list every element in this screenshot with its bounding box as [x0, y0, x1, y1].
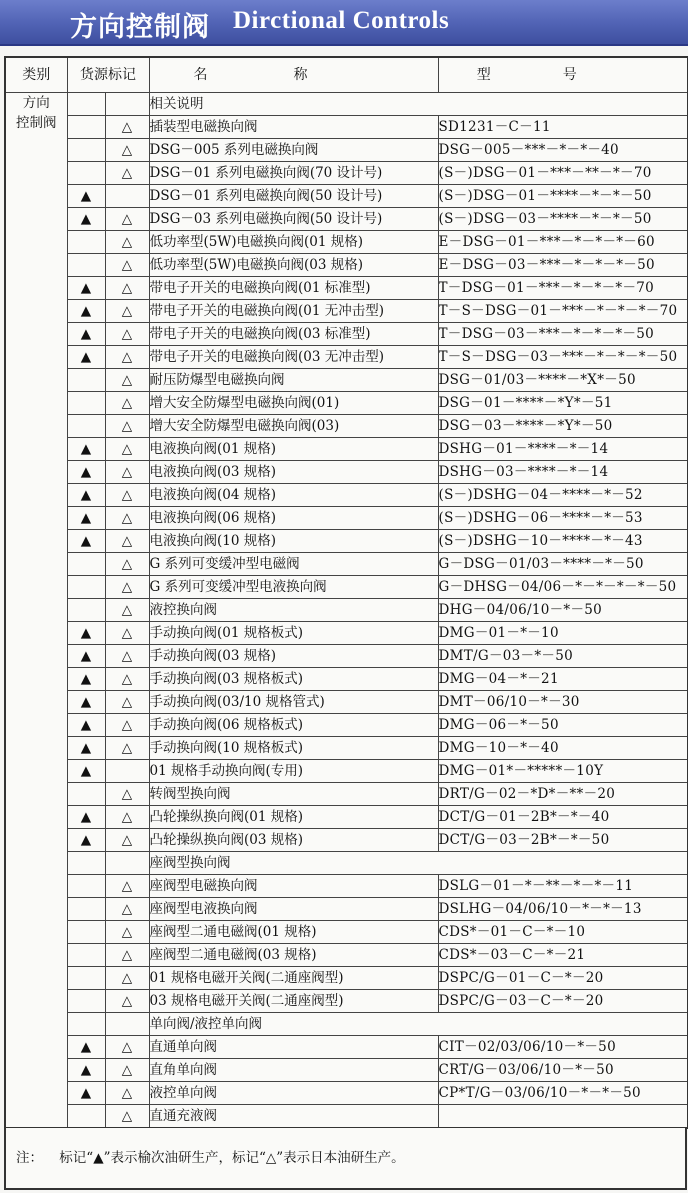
table-row [5, 668, 688, 691]
japan-mark: △ [105, 116, 149, 139]
japan-mark: △ [105, 162, 149, 185]
directional-controls-table [4, 56, 688, 1129]
product-name: 手动换向阀(01 规格板式) [149, 622, 438, 645]
model-number: G－DHSG－04/06－*－*－*－*－50 [438, 576, 688, 599]
model-number: DSLHG－04/06/10－*－*－13 [438, 898, 688, 921]
model-number: DMG－04－*－21 [438, 668, 688, 691]
product-name: 增大安全防爆型电磁换向阀(03) [149, 415, 438, 438]
model-number: (S－)DSHG－10－****－*－43 [438, 530, 688, 553]
model-number: CP*T/G－03/06/10－*－*－50 [438, 1082, 688, 1105]
yuci-mark: ▲ [67, 461, 105, 484]
table-row [5, 691, 688, 714]
yuci-mark: ▲ [67, 484, 105, 507]
table-header [5, 57, 688, 93]
product-name: 座阀型二通电磁阀(03 规格) [149, 944, 438, 967]
model-number: DRT/G－02－*D*－**－20 [438, 783, 688, 806]
japan-mark: △ [105, 438, 149, 461]
table-row [5, 714, 688, 737]
yuci-mark: ▲ [67, 323, 105, 346]
japan-mark: △ [105, 415, 149, 438]
yuci-mark: ▲ [67, 829, 105, 852]
table-row [5, 392, 688, 415]
yuci-mark: ▲ [67, 530, 105, 553]
japan-mark: △ [105, 576, 149, 599]
model-header: 型号 [438, 57, 688, 93]
yuci-mark: ▲ [67, 300, 105, 323]
model-number: (S－)DSG－01－****－*－*－50 [438, 185, 688, 208]
yuci-mark: ▲ [67, 1082, 105, 1105]
model-number: E－DSG－03－***－*－*－*－50 [438, 254, 688, 277]
product-name: G 系列可变缓冲型电液换向阀 [149, 576, 438, 599]
table-row [5, 461, 688, 484]
table-row [5, 300, 688, 323]
model-number: DMG－06－*－50 [438, 714, 688, 737]
table-row [5, 576, 688, 599]
yuci-mark: ▲ [67, 622, 105, 645]
japan-mark: △ [105, 346, 149, 369]
table-row [5, 277, 688, 300]
japan-mark: △ [105, 139, 149, 162]
model-number: DSPC/G－01－C－*－20 [438, 967, 688, 990]
model-number: (S－)DSHG－04－****－*－52 [438, 484, 688, 507]
product-name: 低功率型(5W)电磁换向阀(01 规格) [149, 231, 438, 254]
model-number: (S－)DSG－01－***－**－*－70 [438, 162, 688, 185]
model-number: DHG－04/06/10－*－50 [438, 599, 688, 622]
model-number: (S－)DSHG－06－****－*－53 [438, 507, 688, 530]
product-name: 直通充液阀 [149, 1105, 438, 1128]
japan-mark: △ [105, 231, 149, 254]
product-name: 电液换向阀(04 规格) [149, 484, 438, 507]
product-name: 直通单向阀 [149, 1036, 438, 1059]
model-number: DSPC/G－03－C－*－20 [438, 990, 688, 1013]
yuci-mark: ▲ [67, 1059, 105, 1082]
model-number: T－DSG－01－***－*－*－*－70 [438, 277, 688, 300]
model-number: E－DSG－01－***－*－*－*－60 [438, 231, 688, 254]
category-cell [5, 93, 67, 1128]
table-row [5, 898, 688, 921]
product-name: 座阀型电磁换向阀 [149, 875, 438, 898]
japan-mark: △ [105, 1036, 149, 1059]
table-row [5, 1105, 688, 1128]
yuci-mark [67, 415, 105, 438]
yuci-mark [67, 116, 105, 139]
table-row [5, 737, 688, 760]
model-number: DMT/G－03－*－50 [438, 645, 688, 668]
product-name: 凸轮操纵换向阀(01 规格) [149, 806, 438, 829]
table-row [5, 484, 688, 507]
title-english: Dirctional Controls [233, 7, 450, 34]
japan-mark [105, 760, 149, 783]
title-banner [0, 0, 688, 46]
product-name: 座阀型二通电磁阀(01 规格) [149, 921, 438, 944]
japan-mark: △ [105, 783, 149, 806]
source-mark-header: 货源标记 [67, 57, 149, 93]
yuci-mark: ▲ [67, 1036, 105, 1059]
table-row [5, 553, 688, 576]
model-number: DMG－10－*－40 [438, 737, 688, 760]
product-name: 低功率型(5W)电磁换向阀(03 规格) [149, 254, 438, 277]
table-row [5, 783, 688, 806]
japan-mark: △ [105, 461, 149, 484]
product-name: 手动换向阀(03 规格) [149, 645, 438, 668]
model-number: DMG－01－*－10 [438, 622, 688, 645]
section-row [5, 852, 688, 875]
product-name: DSG－03 系列电磁换向阀(50 设计号) [149, 208, 438, 231]
model-number: CIT－02/03/06/10－*－50 [438, 1036, 688, 1059]
product-name: DSG－01 系列电磁换向阀(70 设计号) [149, 162, 438, 185]
japan-mark: △ [105, 254, 149, 277]
product-name: 手动换向阀(10 规格板式) [149, 737, 438, 760]
category-text: 方向 [22, 95, 50, 111]
yuci-mark: ▲ [67, 760, 105, 783]
table-row [5, 415, 688, 438]
product-name: 01 规格手动换向阀(专用) [149, 760, 438, 783]
table-row [5, 599, 688, 622]
model-number: T－S－DSG－01－***－*－*－*－70 [438, 300, 688, 323]
japan-mark: △ [105, 1082, 149, 1105]
model-number: T－DSG－03－***－*－*－*－50 [438, 323, 688, 346]
product-name: 电液换向阀(06 规格) [149, 507, 438, 530]
model-number: DSG－01/03－****－*X*－50 [438, 369, 688, 392]
product-name: G 系列可变缓冲型电磁阀 [149, 553, 438, 576]
table-row [5, 622, 688, 645]
table-row [5, 944, 688, 967]
table-row [5, 139, 688, 162]
product-name: 电液换向阀(10 规格) [149, 530, 438, 553]
japan-mark: △ [105, 921, 149, 944]
product-name: 转阀型换向阀 [149, 783, 438, 806]
table-row [5, 185, 688, 208]
model-number: DCT/G－03－2B*－*－50 [438, 829, 688, 852]
table-row [5, 369, 688, 392]
yuci-mark: ▲ [67, 438, 105, 461]
name-header: 名称 [149, 57, 438, 93]
yuci-mark: ▲ [67, 645, 105, 668]
yuci-mark [67, 139, 105, 162]
product-name: 液控单向阀 [149, 1082, 438, 1105]
japan-mark: △ [105, 875, 149, 898]
table-row [5, 806, 688, 829]
japan-mark: △ [105, 553, 149, 576]
model-number: DSLG－01－*－**－*－*－11 [438, 875, 688, 898]
model-number: (S－)DSG－03－****－*－*－50 [438, 208, 688, 231]
model-number: DSHG－03－****－*－14 [438, 461, 688, 484]
japan-mark: △ [105, 668, 149, 691]
footnote-text: 标记“▲”表示榆次油研生产，标记“△”表示日本油研生产。 [59, 1150, 405, 1166]
table-row [5, 990, 688, 1013]
japan-mark: △ [105, 1105, 149, 1128]
model-number: DSG－005－***－*－*－40 [438, 139, 688, 162]
product-name: 03 规格电磁开关阀(二通座阀型) [149, 990, 438, 1013]
yuci-mark: ▲ [67, 806, 105, 829]
japan-mark: △ [105, 484, 149, 507]
table-row [5, 829, 688, 852]
section-row [5, 1013, 688, 1036]
japan-mark [105, 185, 149, 208]
product-name: 手动换向阀(03 规格板式) [149, 668, 438, 691]
yuci-mark: ▲ [67, 208, 105, 231]
product-name: 手动换向阀(06 规格板式) [149, 714, 438, 737]
japan-mark: △ [105, 806, 149, 829]
table-row [5, 231, 688, 254]
table-row [5, 760, 688, 783]
product-name: 凸轮操纵换向阀(03 规格) [149, 829, 438, 852]
model-number: CRT/G－03/06/10－*－50 [438, 1059, 688, 1082]
japan-mark: △ [105, 990, 149, 1013]
product-name: DSG－01 系列电磁换向阀(50 设计号) [149, 185, 438, 208]
model-number [438, 1105, 688, 1128]
yuci-mark [67, 254, 105, 277]
product-name: 带电子开关的电磁换向阀(03 无冲击型) [149, 346, 438, 369]
product-name: 座阀型电液换向阀 [149, 898, 438, 921]
japan-mark: △ [105, 967, 149, 990]
footnote-label: 注： [16, 1150, 43, 1166]
product-name: 电液换向阀(01 规格) [149, 438, 438, 461]
table-row [5, 1059, 688, 1082]
table-row [5, 967, 688, 990]
yuci-mark [67, 392, 105, 415]
table-body [5, 93, 688, 1128]
japan-mark: △ [105, 714, 149, 737]
japan-mark [105, 852, 149, 875]
yuci-mark: ▲ [67, 668, 105, 691]
product-name: 带电子开关的电磁换向阀(01 无冲击型) [149, 300, 438, 323]
table-row [5, 530, 688, 553]
yuci-mark: ▲ [67, 185, 105, 208]
table-row [5, 116, 688, 139]
section-row [5, 93, 688, 116]
product-name: 插装型电磁换向阀 [149, 116, 438, 139]
table-row [5, 645, 688, 668]
japan-mark: △ [105, 392, 149, 415]
table-row [5, 162, 688, 185]
section-heading: 单向阀/液控单向阀 [149, 1013, 688, 1036]
model-number: DSHG－01－****－*－14 [438, 438, 688, 461]
model-number: DCT/G－01－2B*－*－40 [438, 806, 688, 829]
japan-mark: △ [105, 300, 149, 323]
japan-mark: △ [105, 208, 149, 231]
japan-mark: △ [105, 944, 149, 967]
japan-mark: △ [105, 277, 149, 300]
yuci-mark: ▲ [67, 277, 105, 300]
category-header: 类别 [5, 57, 67, 93]
product-name: 手动换向阀(03/10 规格管式) [149, 691, 438, 714]
title-chinese: 方向控制阀 [70, 12, 210, 43]
yuci-mark [67, 967, 105, 990]
japan-mark [105, 1013, 149, 1036]
yuci-mark [67, 1013, 105, 1036]
product-name: 增大安全防爆型电磁换向阀(01) [149, 392, 438, 415]
yuci-mark [67, 231, 105, 254]
yuci-mark [67, 875, 105, 898]
table-row [5, 323, 688, 346]
table-row [5, 208, 688, 231]
footnote [4, 1128, 687, 1190]
section-heading: 座阀型换向阀 [149, 852, 688, 875]
yuci-mark: ▲ [67, 737, 105, 760]
japan-mark: △ [105, 599, 149, 622]
yuci-mark [67, 93, 105, 116]
model-number: SD1231－C－11 [438, 116, 688, 139]
table-row [5, 346, 688, 369]
category-text: 控制阀 [16, 115, 57, 131]
japan-mark: △ [105, 530, 149, 553]
model-number: G－DSG－01/03－****－*－50 [438, 553, 688, 576]
product-name: 电液换向阀(03 规格) [149, 461, 438, 484]
yuci-mark [67, 1105, 105, 1128]
japan-mark: △ [105, 323, 149, 346]
japan-mark: △ [105, 369, 149, 392]
yuci-mark [67, 162, 105, 185]
header-row [5, 57, 688, 93]
yuci-mark [67, 921, 105, 944]
model-number: DMT－06/10－*－30 [438, 691, 688, 714]
yuci-mark [67, 576, 105, 599]
section-heading: 相关说明 [149, 93, 688, 116]
table-row [5, 875, 688, 898]
yuci-mark [67, 553, 105, 576]
product-name: 带电子开关的电磁换向阀(01 标准型) [149, 277, 438, 300]
product-name: 带电子开关的电磁换向阀(03 标准型) [149, 323, 438, 346]
model-number: DSG－03－****－*Y*－50 [438, 415, 688, 438]
yuci-mark [67, 990, 105, 1013]
japan-mark: △ [105, 691, 149, 714]
yuci-mark [67, 783, 105, 806]
table-row [5, 1036, 688, 1059]
japan-mark [105, 93, 149, 116]
product-name: 液控换向阀 [149, 599, 438, 622]
yuci-mark: ▲ [67, 691, 105, 714]
yuci-mark [67, 944, 105, 967]
japan-mark: △ [105, 622, 149, 645]
model-number: CDS*－03－C－*－21 [438, 944, 688, 967]
yuci-mark: ▲ [67, 346, 105, 369]
product-name: 耐压防爆型电磁换向阀 [149, 369, 438, 392]
table-row [5, 438, 688, 461]
model-number: DMG－01*－*****－10Y [438, 760, 688, 783]
model-number: T－S－DSG－03－***－*－*－*－50 [438, 346, 688, 369]
yuci-mark [67, 852, 105, 875]
japan-mark: △ [105, 737, 149, 760]
japan-mark: △ [105, 645, 149, 668]
table-row [5, 507, 688, 530]
yuci-mark: ▲ [67, 507, 105, 530]
yuci-mark: ▲ [67, 714, 105, 737]
table-row [5, 1082, 688, 1105]
table-row [5, 921, 688, 944]
product-name: 01 规格电磁开关阀(二通座阀型) [149, 967, 438, 990]
yuci-mark [67, 369, 105, 392]
model-number: CDS*－01－C－*－10 [438, 921, 688, 944]
yuci-mark [67, 898, 105, 921]
product-name: DSG－005 系列电磁换向阀 [149, 139, 438, 162]
table-row [5, 254, 688, 277]
japan-mark: △ [105, 1059, 149, 1082]
japan-mark: △ [105, 829, 149, 852]
japan-mark: △ [105, 898, 149, 921]
japan-mark: △ [105, 507, 149, 530]
model-number: DSG－01－****－*Y*－51 [438, 392, 688, 415]
yuci-mark [67, 599, 105, 622]
product-name: 直角单向阀 [149, 1059, 438, 1082]
